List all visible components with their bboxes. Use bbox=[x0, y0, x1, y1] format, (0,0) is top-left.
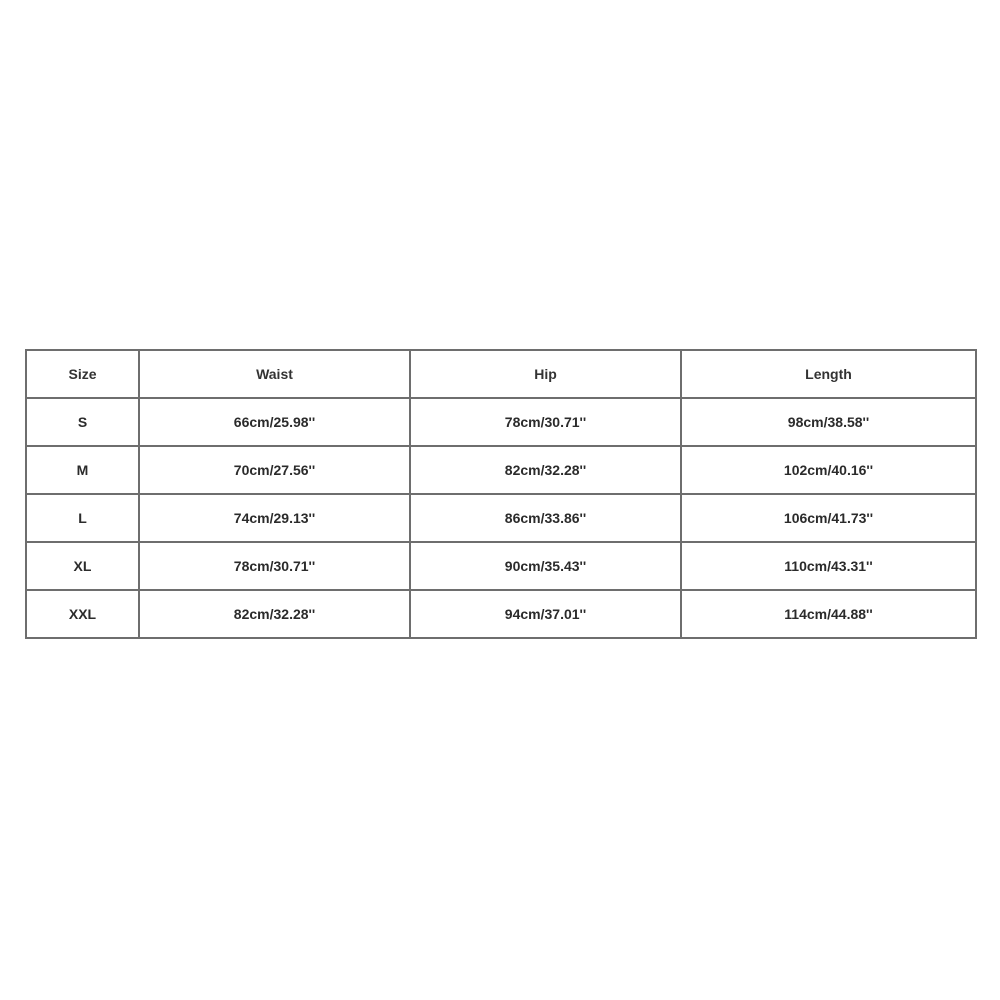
table-row bbox=[26, 494, 976, 542]
cell-hip: 86cm/33.86'' bbox=[410, 494, 681, 542]
header-length: Length bbox=[681, 350, 976, 398]
cell-length: 102cm/40.16'' bbox=[681, 446, 976, 494]
table-row bbox=[26, 446, 976, 494]
cell-length: 114cm/44.88'' bbox=[681, 590, 976, 638]
cell-hip: 94cm/37.01'' bbox=[410, 590, 681, 638]
cell-waist: 66cm/25.98'' bbox=[139, 398, 410, 446]
cell-hip: 78cm/30.71'' bbox=[410, 398, 681, 446]
cell-waist: 78cm/30.71'' bbox=[139, 542, 410, 590]
table-header-row bbox=[26, 350, 976, 398]
header-size: Size bbox=[26, 350, 139, 398]
cell-size: XXL bbox=[26, 590, 139, 638]
cell-waist: 82cm/32.28'' bbox=[139, 590, 410, 638]
cell-waist: 70cm/27.56'' bbox=[139, 446, 410, 494]
cell-size: S bbox=[26, 398, 139, 446]
table-row bbox=[26, 542, 976, 590]
cell-waist: 74cm/29.13'' bbox=[139, 494, 410, 542]
header-waist: Waist bbox=[139, 350, 410, 398]
cell-size: XL bbox=[26, 542, 139, 590]
cell-size: M bbox=[26, 446, 139, 494]
size-chart-table bbox=[25, 349, 977, 639]
cell-length: 98cm/38.58'' bbox=[681, 398, 976, 446]
cell-hip: 90cm/35.43'' bbox=[410, 542, 681, 590]
table-row bbox=[26, 590, 976, 638]
header-hip: Hip bbox=[410, 350, 681, 398]
cell-size: L bbox=[26, 494, 139, 542]
table-row bbox=[26, 398, 976, 446]
cell-length: 110cm/43.31'' bbox=[681, 542, 976, 590]
cell-hip: 82cm/32.28'' bbox=[410, 446, 681, 494]
cell-length: 106cm/41.73'' bbox=[681, 494, 976, 542]
